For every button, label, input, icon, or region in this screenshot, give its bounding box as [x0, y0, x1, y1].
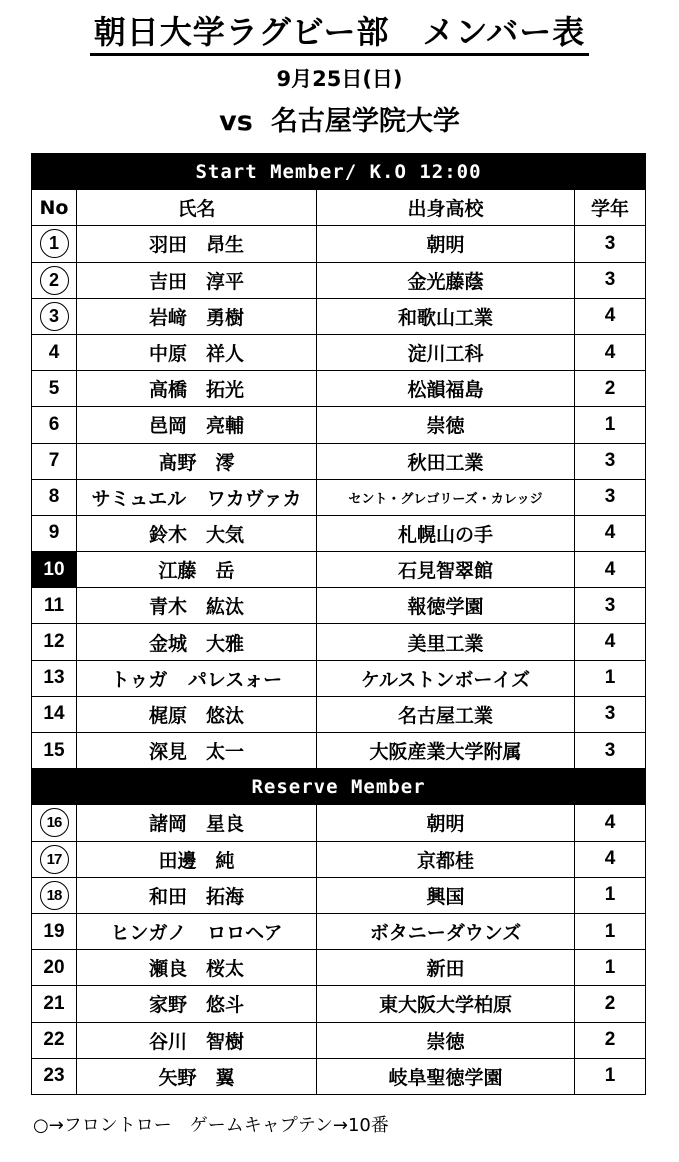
table-row: [32, 371, 646, 407]
player-number: 14: [32, 696, 77, 732]
player-name: ヒンガノ ロロヘア: [77, 913, 317, 949]
player-name: トゥガ パレスォー: [77, 660, 317, 696]
player-grade: 3: [575, 226, 646, 262]
player-school: 新田: [317, 950, 575, 986]
table-header-row: [32, 190, 646, 226]
player-name: 青木 紘汰: [77, 588, 317, 624]
player-grade: 4: [575, 841, 646, 877]
table-row: [32, 443, 646, 479]
player-school: 興国: [317, 877, 575, 913]
table-row: [32, 1058, 646, 1094]
player-number: 4: [32, 334, 77, 370]
player-school: 金光藤蔭: [317, 262, 575, 298]
player-school: ボタニーダウンズ: [317, 913, 575, 949]
player-school: 朝明: [317, 226, 575, 262]
player-school: 大阪産業大学附属: [317, 733, 575, 769]
player-name: 諸岡 星良: [77, 805, 317, 841]
player-name: 金城 大雅: [77, 624, 317, 660]
player-number: 12: [32, 624, 77, 660]
player-number: 21: [32, 986, 77, 1022]
player-school: 美里工業: [317, 624, 575, 660]
table-row: [32, 515, 646, 551]
table-row: [32, 913, 646, 949]
player-number: [32, 262, 77, 298]
player-name: 高橋 拓光: [77, 371, 317, 407]
player-school: 札幌山の手: [317, 515, 575, 551]
start-member-section-row: [32, 154, 646, 190]
player-grade: 1: [575, 660, 646, 696]
player-name: 羽田 昂生: [77, 226, 317, 262]
match-date: 9月25日(日): [276, 67, 403, 91]
vs-label: vs: [219, 106, 253, 137]
player-number: 10: [32, 552, 77, 588]
table-row: [32, 986, 646, 1022]
player-name: 髙野 澪: [77, 443, 317, 479]
page-title: [0, 12, 679, 52]
player-school: 朝明: [317, 805, 575, 841]
table-row: [32, 334, 646, 370]
player-number: 5: [32, 371, 77, 407]
player-number: 23: [32, 1058, 77, 1094]
player-name: サミュエル ワカヴァカ: [77, 479, 317, 515]
front-row-circle: 17: [40, 845, 69, 874]
player-school: セント・グレゴリーズ・カレッジ: [317, 479, 575, 515]
front-row-circle: 3: [40, 302, 69, 331]
player-name: 田邊 純: [77, 841, 317, 877]
player-number: 19: [32, 913, 77, 949]
player-school: 崇徳: [317, 407, 575, 443]
table-row: [32, 696, 646, 732]
player-grade: 4: [575, 334, 646, 370]
player-name: 谷川 智樹: [77, 1022, 317, 1058]
opponent-line: [0, 104, 679, 140]
table-row: [32, 262, 646, 298]
footnote: ○→フロントロー ゲームキャプテン→10番: [33, 1115, 389, 1136]
player-name: 江藤 岳: [77, 552, 317, 588]
table-row: [32, 877, 646, 913]
player-grade: 2: [575, 1022, 646, 1058]
member-table: [31, 153, 646, 1095]
player-name: 岩﨑 勇樹: [77, 298, 317, 334]
player-school: 名古屋工業: [317, 696, 575, 732]
player-number: 11: [32, 588, 77, 624]
player-number: [32, 226, 77, 262]
player-number: 15: [32, 733, 77, 769]
player-school: 秋田工業: [317, 443, 575, 479]
player-grade: 3: [575, 588, 646, 624]
table-row: [32, 407, 646, 443]
player-number: [32, 877, 77, 913]
header-name: 氏名: [77, 190, 317, 226]
player-name: 邑岡 亮輔: [77, 407, 317, 443]
player-grade: 4: [575, 298, 646, 334]
opponent-name: 名古屋学院大学: [270, 106, 460, 137]
player-name: 瀬良 桜太: [77, 950, 317, 986]
player-name: 梶原 悠汰: [77, 696, 317, 732]
player-grade: 3: [575, 479, 646, 515]
player-name: 家野 悠斗: [77, 986, 317, 1022]
page-title-text: 朝日大学ラグビー部 メンバー表: [90, 13, 589, 56]
table-row: [32, 733, 646, 769]
header-school: 出身高校: [317, 190, 575, 226]
player-number: 13: [32, 660, 77, 696]
table-row: [32, 588, 646, 624]
player-school: 淀川工科: [317, 334, 575, 370]
reserve-member-heading: Reserve Member: [32, 769, 646, 805]
player-school: 岐阜聖徳学園: [317, 1058, 575, 1094]
player-number: 9: [32, 515, 77, 551]
player-number: [32, 841, 77, 877]
table-row: [32, 950, 646, 986]
player-name: 吉田 淳平: [77, 262, 317, 298]
player-school: 崇徳: [317, 1022, 575, 1058]
front-row-circle: 16: [40, 808, 69, 837]
player-number: 7: [32, 443, 77, 479]
front-row-circle: 18: [40, 881, 69, 910]
player-grade: 4: [575, 624, 646, 660]
table-row: [32, 552, 646, 588]
player-school: 東大阪大学柏原: [317, 986, 575, 1022]
player-grade: 2: [575, 371, 646, 407]
reserve-member-section-row: [32, 769, 646, 805]
player-grade: 3: [575, 443, 646, 479]
player-name: 深見 太一: [77, 733, 317, 769]
player-name: 鈴木 大気: [77, 515, 317, 551]
player-number: 8: [32, 479, 77, 515]
player-name: 矢野 翼: [77, 1058, 317, 1094]
player-grade: 1: [575, 877, 646, 913]
player-number: 22: [32, 1022, 77, 1058]
table-row: [32, 226, 646, 262]
player-grade: 4: [575, 515, 646, 551]
player-grade: 1: [575, 950, 646, 986]
front-row-circle: 1: [40, 229, 69, 258]
table-row: [32, 298, 646, 334]
player-name: 和田 拓海: [77, 877, 317, 913]
player-number: [32, 298, 77, 334]
table-row: [32, 805, 646, 841]
table-row: [32, 841, 646, 877]
player-school: 石見智翠館: [317, 552, 575, 588]
player-school: ケルストンボーイズ: [317, 660, 575, 696]
player-grade: 4: [575, 552, 646, 588]
player-school: 和歌山工業: [317, 298, 575, 334]
table-row: [32, 1022, 646, 1058]
player-grade: 1: [575, 1058, 646, 1094]
table-row: [32, 479, 646, 515]
player-number: [32, 805, 77, 841]
header-grade: 学年: [575, 190, 646, 226]
player-school: 京都桂: [317, 841, 575, 877]
player-grade: 1: [575, 913, 646, 949]
player-school: 松韻福島: [317, 371, 575, 407]
front-row-circle: 2: [40, 266, 69, 295]
player-number: 20: [32, 950, 77, 986]
header-no: No: [32, 190, 77, 226]
player-grade: 3: [575, 262, 646, 298]
table-row: [32, 660, 646, 696]
player-number: 6: [32, 407, 77, 443]
player-name: 中原 祥人: [77, 334, 317, 370]
player-grade: 3: [575, 733, 646, 769]
table-row: [32, 624, 646, 660]
player-grade: 4: [575, 805, 646, 841]
player-grade: 1: [575, 407, 646, 443]
player-grade: 2: [575, 986, 646, 1022]
start-member-heading: Start Member/ K.O 12:00: [32, 154, 646, 190]
player-school: 報徳学園: [317, 588, 575, 624]
player-grade: 3: [575, 696, 646, 732]
